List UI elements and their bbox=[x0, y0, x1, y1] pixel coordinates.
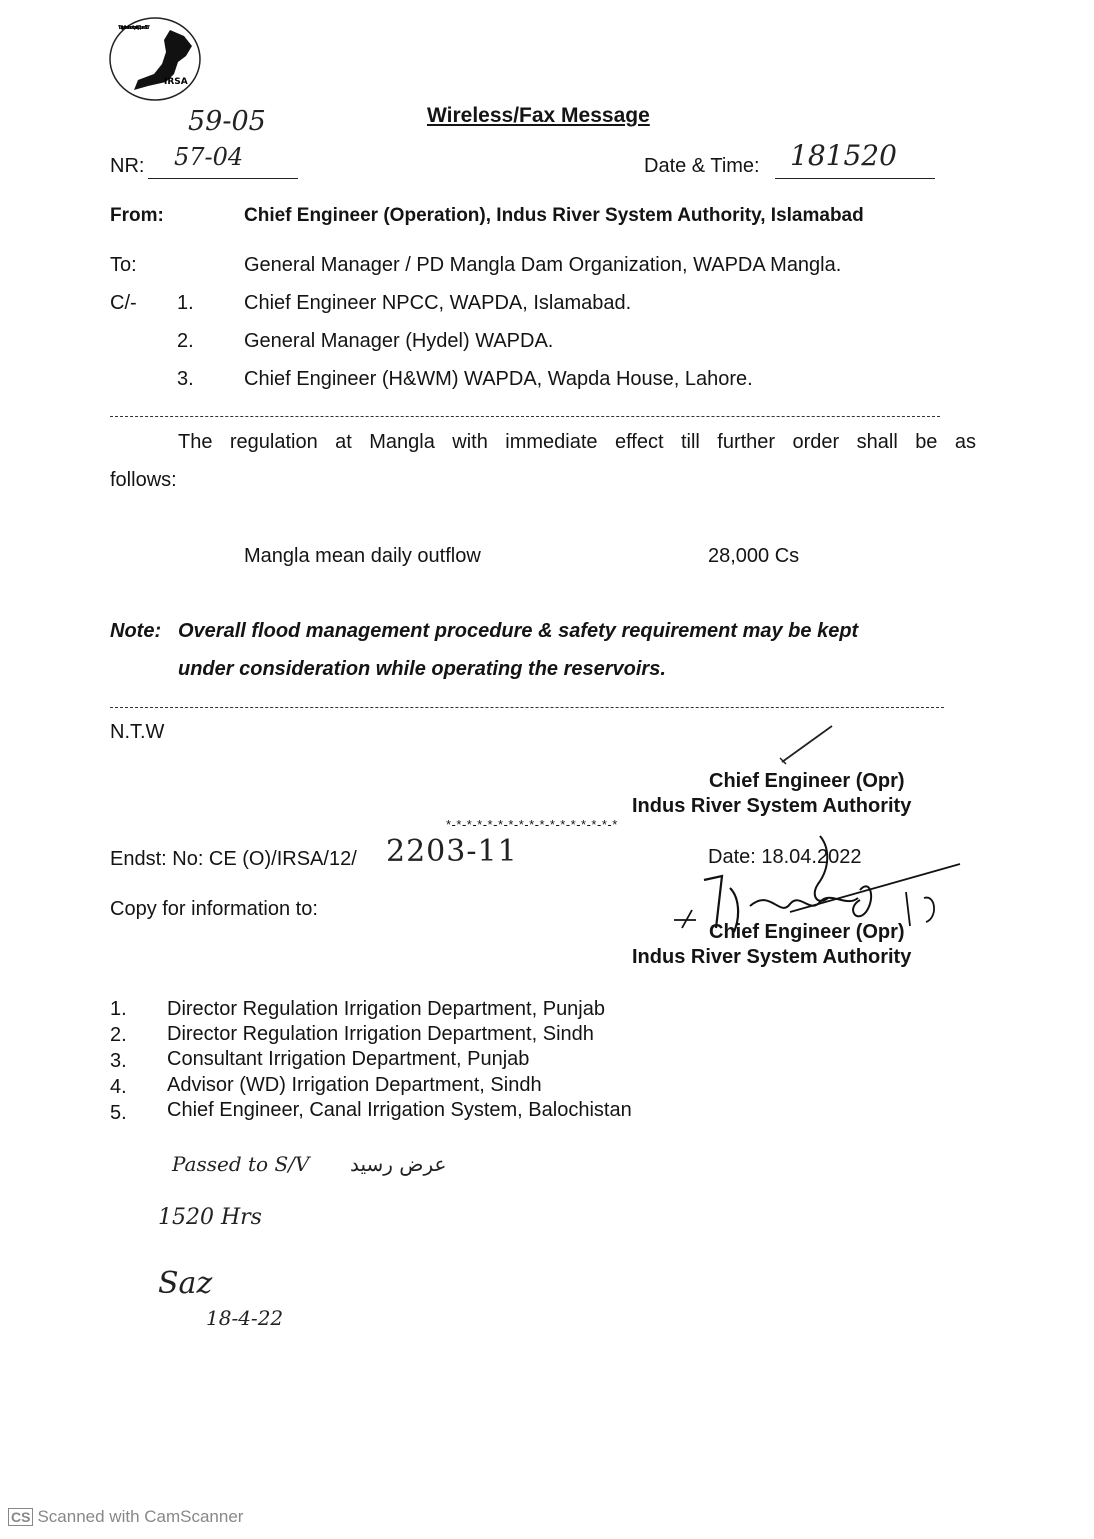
signature-2-org: Indus River System Authority bbox=[632, 946, 912, 968]
handnote-time: 1520 Hrs bbox=[158, 1205, 262, 1230]
note-label: Note: bbox=[110, 620, 162, 642]
copy-list-item: 3. bbox=[110, 1050, 127, 1072]
body-line-1: The regulation at Mangla with immediate effect till further order shall be as bbox=[178, 431, 976, 453]
handwritten-signature bbox=[670, 828, 966, 958]
body-line-2: follows: bbox=[110, 469, 177, 491]
cc-text: Chief Engineer NPCC, WAPDA, Islamabad. bbox=[244, 292, 632, 314]
outflow-label: Mangla mean daily outflow bbox=[244, 545, 481, 567]
signature-2-title: Chief Engineer (Opr) bbox=[709, 921, 905, 943]
datetime-handwritten: 181520 bbox=[790, 139, 897, 172]
outflow-value: 28,000 Cs bbox=[708, 545, 800, 567]
handnote-urdu: عرض رسید bbox=[350, 1152, 447, 1176]
signature-1-org: Indus River System Authority bbox=[632, 795, 912, 817]
nr-handwritten-2: 57-04 bbox=[174, 143, 244, 171]
cc-text: General Manager (Hydel) WAPDA. bbox=[244, 330, 554, 352]
handnote-date: 18-4-22 bbox=[206, 1306, 284, 1330]
divider-top bbox=[110, 416, 940, 417]
note-line-1: Overall flood management procedure & safety requirement may be kept bbox=[178, 620, 859, 642]
handnote-sign: Saz bbox=[158, 1266, 213, 1301]
cc-text: Chief Engineer (H&WM) WAPDA, Wapda House, Lahore. bbox=[244, 368, 753, 390]
page-title: Wireless/Fax Message bbox=[427, 104, 650, 127]
signature-mark-1 bbox=[778, 722, 838, 766]
endst-handwritten-number: 2203-11 bbox=[386, 834, 518, 869]
cc-num: 1. bbox=[177, 292, 194, 314]
copy-list-text: Consultant Irrigation Department, Punjab bbox=[167, 1048, 530, 1070]
copy-list-item: 2. bbox=[110, 1024, 127, 1046]
copy-list-text: Chief Engineer, Canal Irrigation System, Balochistan bbox=[167, 1099, 632, 1121]
copy-list-item: 1. bbox=[110, 998, 127, 1020]
copy-list-text: Director Regulation Irrigation Department, Punjab bbox=[167, 998, 605, 1020]
datetime-label: Date & Time: bbox=[644, 155, 760, 177]
copy-list-item: 5. bbox=[110, 1102, 127, 1124]
signature-1-title: Chief Engineer (Opr) bbox=[709, 770, 905, 792]
logo-text: IRSA bbox=[164, 77, 188, 87]
to-value: General Manager / PD Mangla Dam Organization, WAPDA Mangla. bbox=[244, 254, 842, 276]
cc-label: C/- bbox=[110, 292, 137, 314]
nr-handwritten-1: 59-05 bbox=[188, 106, 266, 137]
camscanner-footer bbox=[8, 1507, 243, 1527]
datetime-underline bbox=[775, 178, 935, 179]
camscanner-text: Scanned with CamScanner bbox=[37, 1507, 244, 1526]
cc-num: 3. bbox=[177, 368, 194, 390]
from-value: Chief Engineer (Operation), Indus River System Authority, Islamabad bbox=[244, 205, 864, 226]
nr-underline bbox=[148, 178, 298, 179]
logo-quote: "Be just that is next to piety. Quran 5:8" bbox=[118, 25, 151, 31]
endst-label: Endst: No: CE (O)/IRSA/12/ bbox=[110, 848, 357, 870]
endst-date: Date: 18.04.2022 bbox=[708, 846, 862, 868]
irsa-logo bbox=[108, 16, 202, 102]
to-label: To: bbox=[110, 254, 137, 276]
copy-list-text: Director Regulation Irrigation Department, Sindh bbox=[167, 1023, 594, 1045]
copy-list-item: 4. bbox=[110, 1076, 127, 1098]
camscanner-logo-icon: CS bbox=[8, 1508, 33, 1526]
copy-list-text: Advisor (WD) Irrigation Department, Sindh bbox=[167, 1074, 542, 1096]
handnote-line-1: Passed to S/V bbox=[172, 1152, 310, 1176]
nr-label: NR: bbox=[110, 155, 145, 177]
separator-stars: *-*-*-*-*-*-*-*-*-*-*-*-*-*-*-*-* bbox=[446, 817, 618, 832]
ntw-text: N.T.W bbox=[110, 721, 165, 743]
from-label: From: bbox=[110, 205, 164, 226]
cc-num: 2. bbox=[177, 330, 194, 352]
copy-label: Copy for information to: bbox=[110, 898, 318, 920]
divider-bottom bbox=[110, 707, 944, 708]
note-line-2: under consideration while operating the reservoirs. bbox=[178, 658, 666, 680]
